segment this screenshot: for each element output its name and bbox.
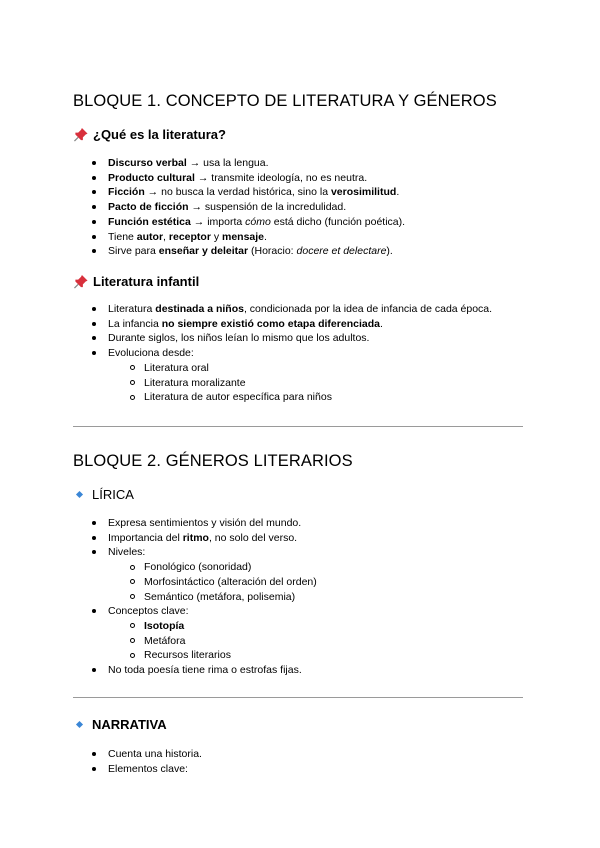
list-item: Producto cultural → transmite ideología, no es neutra.	[92, 171, 405, 186]
blue-diamond-icon	[76, 721, 83, 728]
section-heading-lirica	[73, 487, 134, 502]
block2-title: BLOQUE 2. GÉNEROS LITERARIOS	[73, 452, 353, 470]
section-heading-narrativa	[73, 717, 167, 732]
niveles-sublist	[108, 560, 317, 604]
sublist-item: Literatura moralizante	[108, 376, 492, 391]
list-item: Sirve para enseñar y deleitar (Horacio: docere et delectare).	[92, 244, 405, 259]
list-item: Discurso verbal → usa la lengua.	[92, 156, 405, 171]
sublist-item: Literatura oral	[108, 361, 492, 376]
section-heading-que-es	[73, 127, 226, 142]
sublist-item: Fonológico (sonoridad)	[108, 560, 317, 575]
list-item: Ficción → no busca la verdad histórica, sino la verosimilitud.	[92, 185, 405, 200]
section-divider	[73, 697, 523, 698]
list-item: Expresa sentimientos y visión del mundo.	[92, 516, 317, 531]
list-item: Pacto de ficción → suspensión de la incredulidad.	[92, 200, 405, 215]
evolution-sublist	[108, 361, 492, 405]
que-es-list	[92, 156, 405, 259]
literatura-infantil-list	[92, 302, 492, 405]
list-item: Durante siglos, los niños leían lo mismo que los adultos.	[92, 331, 492, 346]
section-title: NARRATIVA	[92, 717, 167, 732]
list-item: Niveles: Fonológico (sonoridad) Morfosintáctico (alteración del orden) Semántico (metáfora, polisemia)	[92, 545, 317, 604]
conceptos-sublist	[108, 619, 317, 663]
list-item: Función estética → importa cómo está dicho (función poética).	[92, 215, 405, 230]
sublist-item: Recursos literarios	[108, 648, 317, 663]
block1-title: BLOQUE 1. CONCEPTO DE LITERATURA Y GÉNEROS	[73, 92, 497, 110]
section-heading-literatura-infantil	[73, 274, 199, 289]
sublist-item: Metáfora	[108, 634, 317, 649]
pushpin-icon	[73, 127, 89, 142]
blue-diamond-icon	[76, 491, 83, 498]
list-item: Literatura destinada a niños, condicionada por la idea de infancia de cada época.	[92, 302, 492, 317]
list-item: Conceptos clave: Isotopía Metáfora Recursos literarios	[92, 604, 317, 663]
section-title: LÍRICA	[92, 487, 134, 502]
list-item: Evoluciona desde: Literatura oral Literatura moralizante Literatura de autor específica para niños	[92, 346, 492, 405]
list-item: La infancia no siempre existió como etapa diferenciada.	[92, 317, 492, 332]
section-divider	[73, 426, 523, 427]
list-item: No toda poesía tiene rima o estrofas fijas.	[92, 663, 317, 678]
sublist-item: Literatura de autor específica para niños	[108, 390, 492, 405]
narrativa-list	[92, 747, 202, 776]
list-item: Importancia del ritmo, no solo del verso.	[92, 531, 317, 546]
lirica-list	[92, 516, 317, 678]
sublist-item: Isotopía	[108, 619, 317, 634]
list-item: Cuenta una historia.	[92, 747, 202, 762]
pushpin-icon	[73, 274, 89, 289]
list-item: Elementos clave:	[92, 762, 202, 777]
section-title: ¿Qué es la literatura?	[93, 127, 226, 142]
section-title: Literatura infantil	[93, 274, 200, 289]
sublist-item: Semántico (metáfora, polisemia)	[108, 590, 317, 605]
sublist-item: Morfosintáctico (alteración del orden)	[108, 575, 317, 590]
list-item: Tiene autor, receptor y mensaje.	[92, 230, 405, 245]
